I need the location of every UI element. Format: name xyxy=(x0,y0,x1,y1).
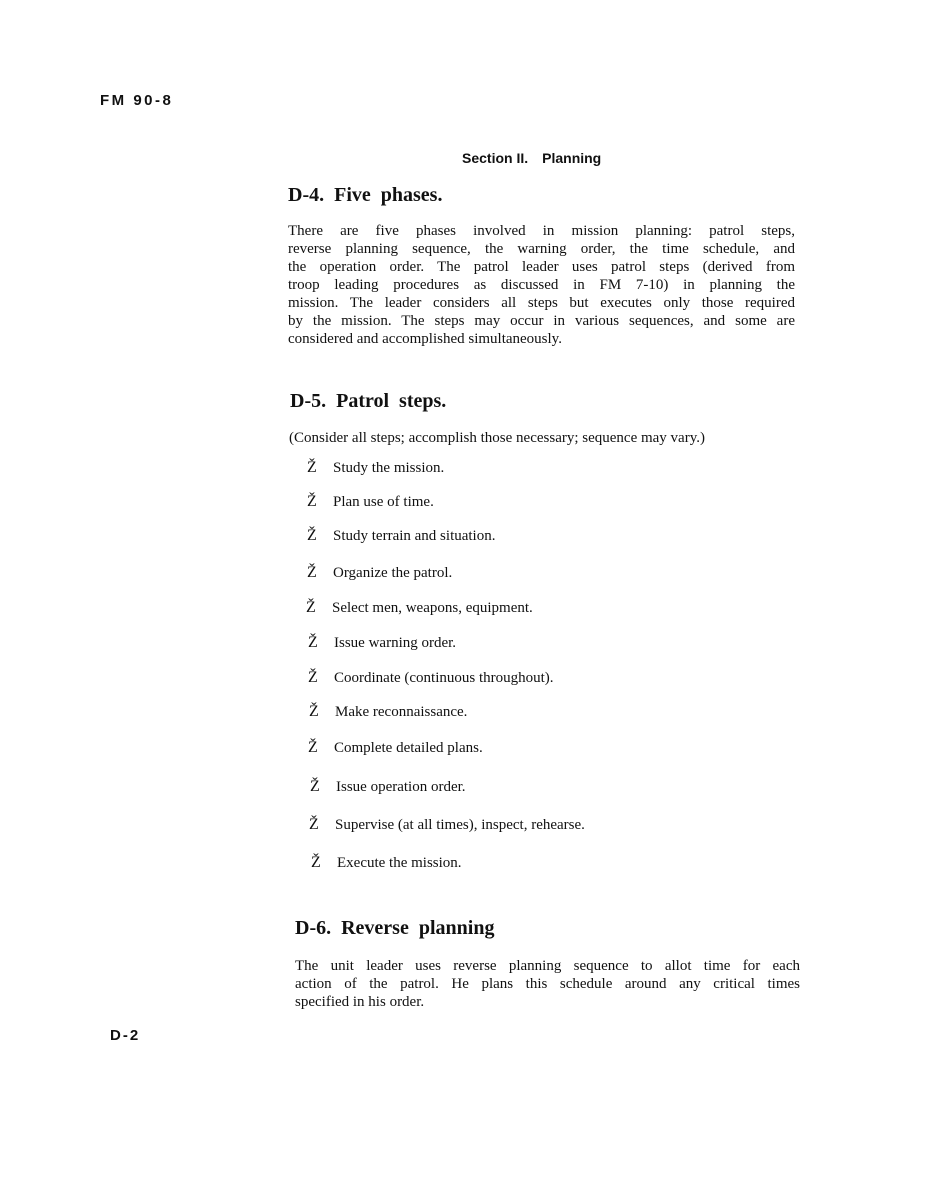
list-item xyxy=(309,816,585,834)
bullet-icon: Ž xyxy=(307,527,317,544)
page-number: D-2 xyxy=(110,1027,141,1044)
list-item xyxy=(307,459,444,477)
paragraph-line: by the mission. The steps may occur in various sequences, and some are xyxy=(288,313,795,329)
step-text: Organize the patrol. xyxy=(333,565,453,581)
bullet-icon: Ž xyxy=(308,739,318,756)
step-text: Study terrain and situation. xyxy=(333,528,496,544)
step-text: Make reconnaissance. xyxy=(335,704,468,720)
list-item xyxy=(311,854,462,872)
bullet-icon: Ž xyxy=(308,634,318,651)
paragraph-line: The unit leader uses reverse planning sequence to allot time for each xyxy=(295,958,800,974)
bullet-icon: Ž xyxy=(311,854,321,871)
paragraph-line: mission. The leader considers all steps but executes only those required xyxy=(288,295,795,311)
step-text: Issue operation order. xyxy=(336,779,466,795)
paragraph-line: There are five phases involved in mission planning: patrol steps, xyxy=(288,223,795,239)
step-text: Issue warning order. xyxy=(334,635,457,651)
step-text: Study the mission. xyxy=(333,460,445,476)
list-item xyxy=(308,634,456,652)
paragraph-line: troop leading procedures as discussed in FM 7-10) in planning the xyxy=(288,277,795,293)
step-text: Execute the mission. xyxy=(337,855,462,871)
paragraph-line: specified in his order. xyxy=(295,994,425,1010)
bullet-icon: Ž xyxy=(307,459,317,476)
paragraph-line: action of the patrol. He plans this schedule around any critical times xyxy=(295,976,800,992)
list-item xyxy=(306,599,533,617)
section-label: Section II. xyxy=(462,150,529,166)
list-item xyxy=(307,527,495,545)
list-item xyxy=(308,669,554,687)
steps-intro: (Consider all steps; accomplish those necessary; sequence may vary.) xyxy=(289,430,705,446)
heading-d5: D-5. Patrol steps. xyxy=(290,390,447,412)
list-item xyxy=(307,493,434,511)
step-text: Coordinate (continuous throughout). xyxy=(334,670,554,686)
paragraph-d4 xyxy=(288,222,795,348)
bullet-icon: Ž xyxy=(309,816,319,833)
heading-d4: D-4. Five phases. xyxy=(288,184,443,206)
bullet-icon: Ž xyxy=(307,493,317,510)
list-item xyxy=(309,703,467,721)
document-id-header: FM 90-8 xyxy=(100,92,174,109)
paragraph-line: reverse planning sequence, the warning order, the time schedule, and xyxy=(288,241,795,257)
heading-d6: D-6. Reverse planning xyxy=(295,917,495,939)
paragraph-d6 xyxy=(295,957,800,1011)
bullet-icon: Ž xyxy=(309,703,319,720)
list-item xyxy=(308,739,483,757)
paragraph-line: considered and accomplished simultaneously. xyxy=(288,331,562,347)
paragraph-line: the operation order. The patrol leader uses patrol steps (derived from xyxy=(288,259,795,275)
step-text: Select men, weapons, equipment. xyxy=(332,600,533,616)
step-text: Complete detailed plans. xyxy=(334,740,483,756)
bullet-icon: Ž xyxy=(307,564,317,581)
step-text: Plan use of time. xyxy=(333,494,434,510)
bullet-icon: Ž xyxy=(308,669,318,686)
step-text: Supervise (at all times), inspect, rehearse. xyxy=(335,817,585,833)
bullet-icon: Ž xyxy=(306,599,316,616)
list-item xyxy=(307,564,452,582)
list-item xyxy=(310,778,466,796)
section-name: Planning xyxy=(542,150,602,166)
bullet-icon: Ž xyxy=(310,778,320,795)
section-title xyxy=(462,150,601,166)
